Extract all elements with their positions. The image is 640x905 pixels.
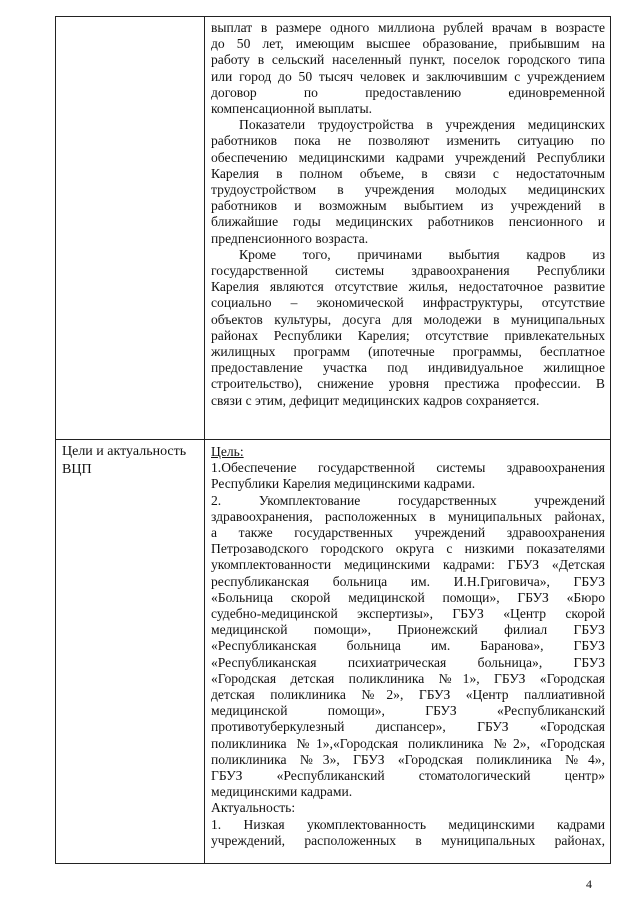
text-line: ГБУЗ «Республиканский стоматологический центр» xyxy=(211,768,605,784)
goal-heading: Цель: xyxy=(211,444,244,459)
row-label: Цели и актуальность xyxy=(62,444,187,459)
text-line: работников пока не позволяют изменить ситуацию по xyxy=(211,133,605,149)
text-line: «Республиканская психиатрическая больница», ГБУЗ xyxy=(211,654,605,670)
text-line: предоставление участка под индивидуальное жилищное xyxy=(211,360,605,376)
row2-label-cell xyxy=(62,443,202,479)
text-line: 1. Низкая укомплектованность медицинскими кадрами xyxy=(211,816,605,832)
text-line: социально – экономической инфраструктуры, отсутствие xyxy=(211,295,605,311)
text-line: а также государственных учреждений здравоохранения xyxy=(211,525,605,541)
text-line: «Городская детская поликлиника №1», ГБУЗ «Городская xyxy=(211,670,605,686)
text-line: медицинской помощи», Прионежский филиал ГБУЗ xyxy=(211,622,605,638)
text-line: районах Республики Карелия; отсутствие привлекательных xyxy=(211,327,605,343)
text-line: строительство), снижение уровня престижа профессии. В xyxy=(211,376,605,392)
program-table xyxy=(55,16,611,864)
page-number: 4 xyxy=(586,877,592,891)
text-line: «Республиканская больница им. Баранова», ГБУЗ xyxy=(211,638,605,654)
text-line: обеспечению медицинскими кадрами учреждений Республики xyxy=(211,149,605,165)
row1-text-cell xyxy=(211,20,605,409)
text-line: 2. Укомплектование государственных учреждений xyxy=(211,492,605,508)
text-line: судебно-медицинской экспертизы», ГБУЗ «Центр скорой xyxy=(211,606,605,622)
text-line: поликлиника №3», ГБУЗ «Городская поликлиника №4», xyxy=(211,751,605,767)
text-line: Петрозаводского городского округа с низкими показателями xyxy=(211,541,605,557)
paragraph-attrition-causes xyxy=(211,247,605,409)
text-line: государственной системы здравоохранения Республики xyxy=(211,263,605,279)
text-line: предпенсионного возраста. xyxy=(211,230,369,246)
text-line: 1.Обеспечение государственной системы здравоохранения xyxy=(211,460,605,476)
text-line: поликлиника №1»,«Городская поликлиника №2», «Городская xyxy=(211,735,605,751)
text-line: противотуберкулезный диспансер», ГБУЗ «Городская xyxy=(211,719,605,735)
row-divider xyxy=(56,439,610,440)
text-line: или город до 50 тысяч человек и заключившим с учреждением xyxy=(211,68,605,84)
text-line: договор по предоставлению единовременной xyxy=(211,84,605,100)
text-line: Республики Карелия медицинскими кадрами. xyxy=(211,476,476,492)
text-line: «Больница скорой медицинской помощи», ГБУЗ «Бюро xyxy=(211,589,605,605)
text-line: медицинскими кадрами. xyxy=(211,784,353,800)
text-line: работу в сельский населенный пункт, поселок городского типа xyxy=(211,52,605,68)
text-line: Показатели трудоустройства в учреждения медицинских xyxy=(239,117,605,133)
text-line: учреждений, расположенных в муниципальных районах, xyxy=(211,832,605,848)
text-line: здравоохранения, расположенных в муниципальных районах, xyxy=(211,508,605,524)
relevance-heading: Актуальность: xyxy=(211,800,296,816)
row-label-abbrev: ВЦП xyxy=(62,462,92,477)
text-line: ближайшие годы медицинских работников пенсионного и xyxy=(211,214,605,230)
text-line: трудоустройством в учреждения молодых медицинских xyxy=(211,182,605,198)
text-line: Карелия в полном объеме, в связи с недостаточным xyxy=(211,165,605,181)
column-divider xyxy=(204,17,205,863)
text-line: объектов культуры, досуга для молодежи в муниципальных xyxy=(211,311,605,327)
paragraph-employment-indicators xyxy=(211,117,605,247)
text-line: укомплектованности медицинскими кадрами: ГБУЗ «Детская xyxy=(211,557,605,573)
text-line: жилищных программ (ипотечные программы, бесплатное xyxy=(211,344,605,360)
text-line: выплат в размере одного миллиона рублей врачам в возрасте xyxy=(211,20,605,35)
text-line: Кроме того, причинами выбытия кадров из xyxy=(239,246,605,262)
text-line: медицинской помощи», ГБУЗ «Республиканский xyxy=(211,703,605,719)
text-line: детская поликлиника №2», ГБУЗ «Центр паллиативной xyxy=(211,687,605,703)
text-line: компенсационной выплаты. xyxy=(211,101,373,117)
text-line: Карелия являются отсутствие жилья, недостаточное развитие xyxy=(211,279,605,295)
row2-text-cell xyxy=(211,444,605,849)
text-line: республиканская больница им. И.Н.Григовича», ГБУЗ xyxy=(211,573,605,589)
text-line: до 50 лет, имеющим высшее образование, прибывшим на xyxy=(211,36,605,52)
text-line: связи с этим, дефицит медицинских кадров сохраняется. xyxy=(211,392,540,408)
paragraph-payments xyxy=(211,20,605,117)
text-line: работников и возможным выбытием из учреждений в xyxy=(211,198,605,214)
